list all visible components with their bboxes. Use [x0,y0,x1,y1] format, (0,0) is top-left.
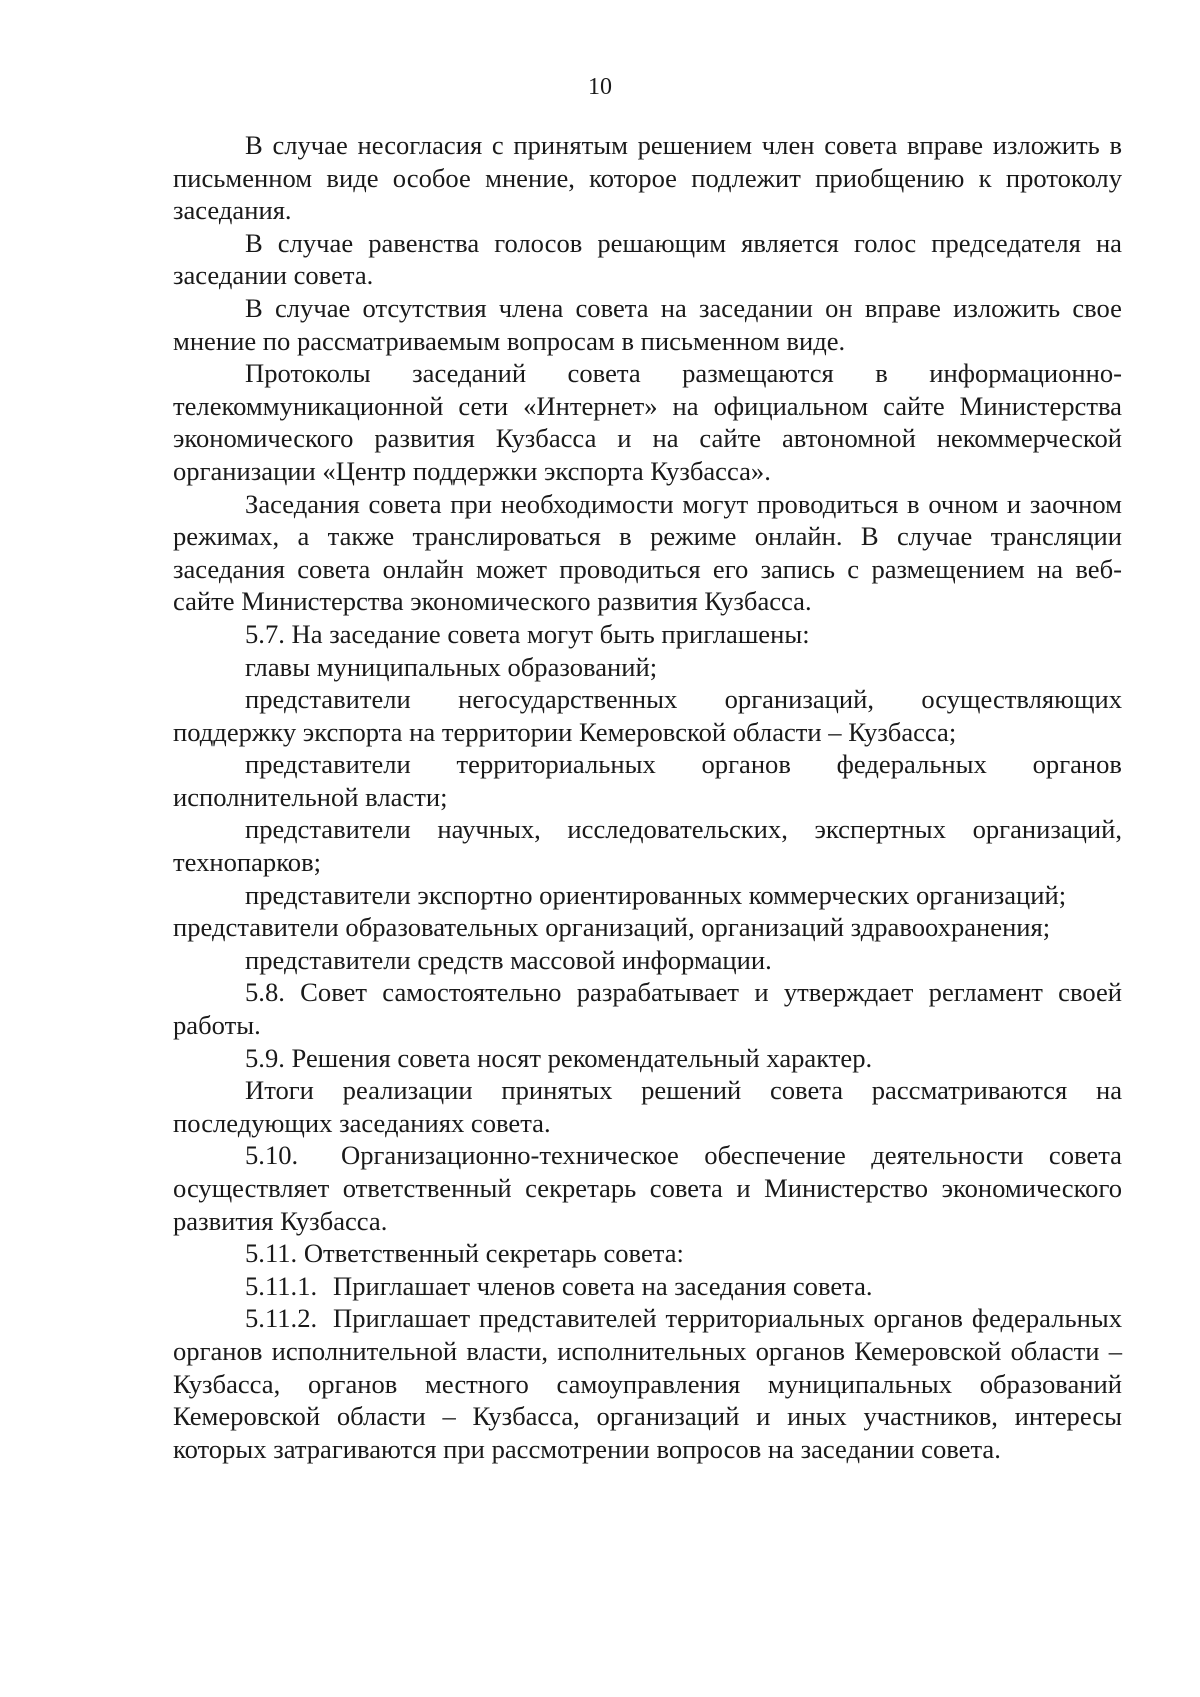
clause-number: 5.11.2. [245,1303,318,1334]
page-number: 10 [588,74,612,100]
invitee-media: представители средств массовой информации. [245,944,772,975]
clause-number: 5.11.1. [245,1270,318,1301]
clause-5-11-2 [173,1302,1122,1465]
invitee-education-health: представители образовательных организаций, организаций здравоохранения; [173,912,1051,943]
clause-5-10 [173,1139,1122,1237]
clause-5-9: 5.9. Решения совета носят рекомендательный характер. [245,1042,873,1073]
paragraph-dissent: В случае несогласия с принятым решением член совета вправе изложить в письменном виде особое мнение, которое подлежит приобщению к протоколу заседания. [173,130,1122,226]
clause-5-7: 5.7. На заседание совета могут быть приглашены: [245,618,810,649]
invitee-export-companies: представители экспортно ориентированных коммерческих организаций; [245,879,1067,910]
clause-5-11-1 [173,1270,1122,1303]
invitee-municipal-heads: главы муниципальных образований; [245,651,658,682]
invitee-nongovernmental-orgs: представители негосударственных организаций, осуществляющих поддержку экспорта на территории Кемеровской области – Кузбасса; [173,684,1122,747]
paragraph-meeting-modes: Заседания совета при необходимости могут проводиться в очном и заочном режимах, а также транслироваться в режиме онлайн. В случае трансляции заседания совета онлайн может проводиться его запись с размещением на веб-сайте Министерства экономического развития Кузбасса. [173,488,1122,617]
clause-text: Организационно-техническое обеспечение деятельности совета осуществляет ответственный секретарь совета и Министерство экономического развития Кузбасса. [173,1140,1122,1236]
paragraph-protocols: Протоколы заседаний совета размещаются в информационно-телекоммуникационной сети «Интернет» на официальном сайте Министерства экономического развития Кузбасса и на сайте автономной некоммерческой организации «Центр поддержки экспорта Кузбасса». [173,358,1122,486]
invitee-territorial-bodies: представители территориальных органов федеральных органов исполнительной власти; [173,749,1122,812]
clause-5-11: 5.11. Ответственный секретарь совета: [245,1238,684,1269]
clause-text: Приглашает членов совета на заседания совета. [333,1270,873,1301]
clause-text: Приглашает представителей территориальных органов федеральных органов исполнительной власти, исполнительных органов Кемеровской области – Кузбасса, органов местного самоуправления муниципальных образований Кемеровской области – Кузбасса, организаций и иных участников, интересы которых затрагиваются при рассмотрении вопросов на заседании совета. [173,1303,1122,1464]
paragraph-results: Итоги реализации принятых решений совета рассматриваются на последующих заседаниях совета. [173,1075,1122,1138]
clause-number: 5.10. [245,1140,299,1171]
document-body [173,129,1122,1465]
clause-5-8: 5.8. Совет самостоятельно разрабатывает и утверждает регламент своей работы. [173,977,1122,1041]
paragraph-tie-vote: В случае равенства голосов решающим является голос председателя на заседании совета. [173,227,1122,291]
paragraph-absence: В случае отсутствия члена совета на заседании он вправе изложить свое мнение по рассматриваемым вопросам в письменном виде. [173,292,1122,356]
invitee-scientific-orgs: представители научных, исследовательских, экспертных организаций, технопарков; [173,814,1122,878]
